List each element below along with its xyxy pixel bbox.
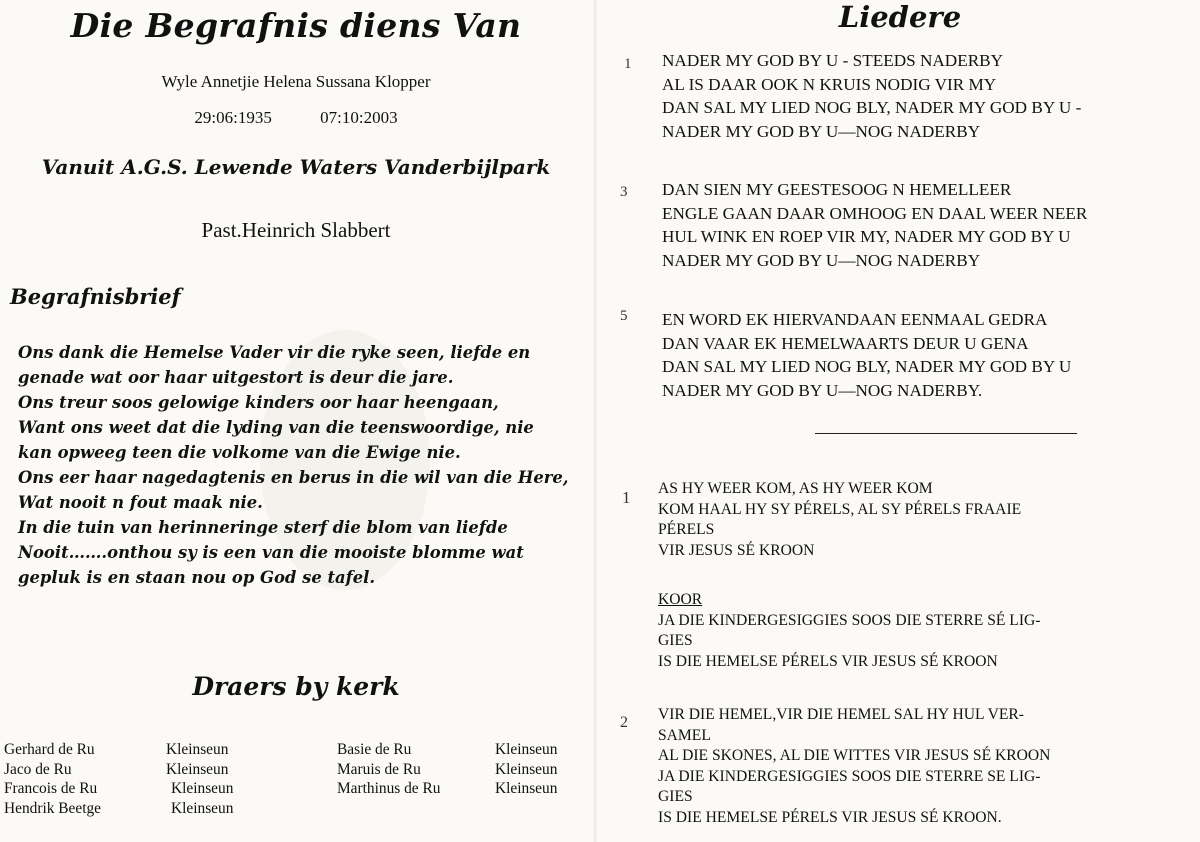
birth-date: 29:06:1935	[194, 108, 272, 127]
letter-line: Wat nooit n fout maak nie.	[18, 493, 263, 512]
pastor-name: Past.Heinrich Slabbert	[201, 218, 391, 242]
letter-line: genade wat oor haar uitgestort is deur die jare.	[18, 368, 454, 387]
bearer-name: Francois de Ru	[4, 780, 98, 798]
bearer-relation: Kleinseun	[171, 780, 234, 798]
verse-line: IS DIE HEMELSE PÉRELS VIR JESUS SÉ KROON	[658, 652, 998, 670]
death-date: 07:10:2003	[320, 108, 398, 127]
verse-line: KOM HAAL HY SY PÉRELS, AL SY PÉRELS FRAAIE	[658, 500, 1022, 518]
song2-verse-2	[658, 705, 1050, 829]
verse-line: GIES	[658, 788, 693, 806]
verse-number: 2	[620, 714, 628, 731]
verse-line: SAMEL	[658, 726, 711, 744]
verse-line: AL DIE SKONES, AL DIE WITTES VIR JESUS SÉ KROON	[658, 747, 1051, 765]
verse-line: DAN SAL MY LIED NOG BLY, NADER MY GOD BY U	[662, 357, 1072, 376]
verse-line: DAN VAAR EK HEMELWAARTS DEUR U GENA	[662, 333, 1029, 353]
bearer-relation: Kleinseun	[166, 741, 229, 758]
verse-line: JA DIE KINDERGESIGGIES SOOS DIE STERRE SE LIG-	[658, 767, 1041, 785]
life-dates	[0, 108, 592, 128]
bearer-name: Hendrik Beetge	[4, 799, 102, 817]
bearer-relation: Kleinseun	[171, 799, 234, 817]
verse-line: NADER MY GOD BY U—NOG NADERBY	[662, 121, 981, 141]
song1-verse-1	[662, 49, 1081, 143]
funeral-letter	[18, 340, 578, 590]
verse-line: VIR JESUS SÉ KROON	[658, 541, 815, 559]
verse-line: GIES	[658, 632, 693, 650]
song2-chorus	[658, 590, 1040, 672]
letter-line: gepluk is en staan nou op God se tafel.	[18, 568, 376, 587]
service-title: Die Begrafnis diens Van	[70, 6, 522, 45]
church-name: Vanuit A.G.S. Lewende Waters Vanderbijlpark	[41, 155, 551, 179]
chorus-label: KOOR	[658, 591, 703, 608]
bearer-name: Basie de Ru	[337, 741, 412, 758]
verse-number: 5	[620, 308, 628, 324]
letter-line: Ons eer haar nagedagtenis en berus in die wil van die Here,	[18, 468, 569, 487]
song1-verse-5	[662, 308, 1071, 402]
verse-line: ENGLE GAAN DAAR OMHOOG EN DAAL WEER NEER	[662, 203, 1088, 223]
verse-line: IS DIE HEMELSE PÉRELS VIR JESUS SÉ KROON.	[658, 808, 1002, 826]
verse-line: AS HY WEER KOM, AS HY WEER KOM	[658, 480, 933, 497]
letter-line: Nooit…….onthou sy is een van die mooiste blomme wat	[18, 543, 524, 562]
letter-heading: Begrafnisbrief	[10, 284, 181, 309]
verse-line: AL IS DAAR OOK N KRUIS NODIG VIR MY	[662, 74, 997, 94]
verse-line: HUL WINK EN ROEP VIR MY, NADER MY GOD BY U	[662, 227, 1071, 246]
right-page	[600, 0, 1200, 842]
verse-line: EN WORD EK HIERVANDAAN EENMAAL GEDRA	[662, 310, 1048, 329]
bearer-name: Marthinus de Ru	[337, 780, 441, 798]
deceased-name: Wyle Annetjie Helena Sussana Klopper	[161, 72, 431, 91]
letter-line: Ons treur soos gelowige kinders oor haar heengaan,	[18, 393, 499, 412]
verse-number: 3	[620, 184, 628, 200]
verse-line: NADER MY GOD BY U - STEEDS NADERBY	[662, 51, 1004, 70]
verse-line: JA DIE KINDERGESIGGIES SOOS DIE STERRE SÉ LIG-	[658, 611, 1041, 629]
page-fold	[594, 0, 597, 842]
letter-line: In die tuin van herinneringe sterf die blom van liefde	[18, 518, 508, 537]
song1-verse-3	[662, 178, 1087, 272]
song2-verse-1	[658, 479, 1021, 561]
bearers-heading: Draers by kerk	[192, 672, 400, 701]
bearer-relation: Kleinseun	[166, 760, 229, 778]
verse-number: 1	[624, 56, 632, 72]
letter-line: Want ons weet dat die lyding van die teenswoordige, nie	[18, 418, 534, 437]
letter-line: kan opweeg teen die volkome van die Ewige nie.	[18, 443, 461, 462]
songs-heading: Liedere	[838, 0, 962, 34]
verse-line: NADER MY GOD BY U—NOG NADERBY	[662, 250, 981, 270]
left-page	[0, 0, 592, 842]
verse-number: 1	[622, 488, 631, 507]
verse-line: PÉRELS	[658, 521, 715, 539]
song-divider	[815, 433, 1077, 434]
bearer-name: Jaco de Ru	[4, 760, 72, 778]
bearer-relation: Kleinseun	[495, 741, 558, 758]
verse-line: DAN SIEN MY GEESTESOOG N HEMELLEER	[662, 180, 1012, 199]
bearer-name: Gerhard de Ru	[4, 741, 95, 758]
verse-line: VIR DIE HEMEL,VIR DIE HEMEL SAL HY HUL VER-	[658, 706, 1024, 723]
bearer-relation: Kleinseun	[495, 780, 558, 798]
bearer-relation: Kleinseun	[495, 760, 558, 778]
bearer-name: Maruis de Ru	[337, 760, 421, 778]
verse-line: NADER MY GOD BY U—NOG NADERBY.	[662, 380, 983, 400]
verse-line: DAN SAL MY LIED NOG BLY, NADER MY GOD BY U -	[662, 98, 1082, 117]
letter-line: Ons dank die Hemelse Vader vir die ryke seen, liefde en	[18, 343, 531, 362]
